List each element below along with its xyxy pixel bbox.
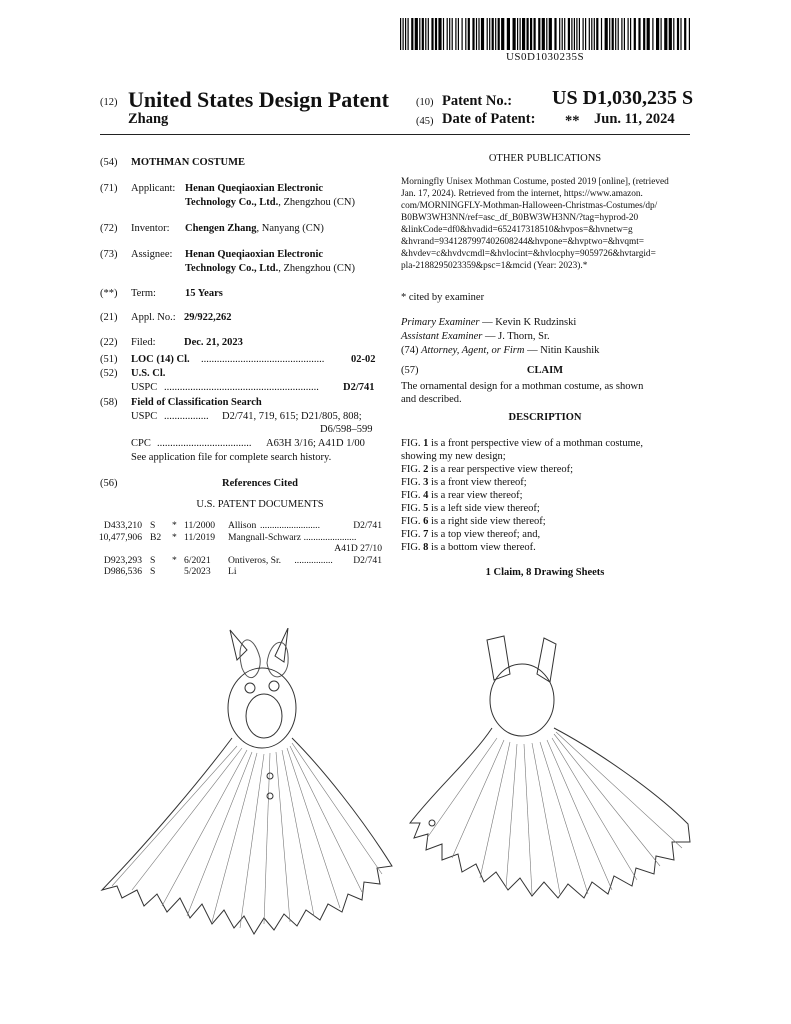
figure-description-line: FIG. 4 is a rear view thereof; [401, 490, 523, 501]
barcode-bar [487, 18, 488, 50]
reference-kind: B2 [150, 531, 162, 543]
barcode-bar [612, 18, 614, 50]
reference-cls: D2/741 [353, 554, 382, 566]
barcode-bar [609, 18, 610, 50]
reference-row [100, 566, 390, 578]
claim-title: CLAIM [526, 365, 564, 376]
fcs-uspc-label: USPC [131, 411, 158, 422]
barcode-bar [673, 18, 674, 50]
loc-value: 02-02 [351, 354, 376, 365]
barcode-bar [438, 18, 441, 50]
barcode-bar [634, 18, 636, 50]
reference-kind: S [150, 566, 156, 577]
barcode-bar [621, 18, 622, 50]
barcode-bar [419, 18, 420, 50]
fcs-uspc-dots: ................. [164, 411, 209, 422]
header-rule [100, 134, 690, 135]
barcode-bar [630, 18, 631, 50]
barcode-bar [562, 18, 563, 50]
code-71: (71) [100, 183, 118, 194]
uspc-value: D2/741 [343, 382, 375, 393]
barcode-bar [405, 18, 406, 50]
barcode-bar [422, 18, 424, 50]
primary-examiner: Primary Examiner — Kevin K Rudzinski [401, 317, 577, 328]
loc-dots: ............................................... [201, 354, 325, 365]
code-52: (52) [100, 368, 118, 379]
inventor-label: Inventor: [131, 223, 170, 234]
barcode-bar [538, 18, 540, 50]
barcode-bar [513, 18, 516, 50]
figure-description-line: FIG. 7 is a top view thereof; and, [401, 529, 541, 540]
cpc-label: CPC [131, 438, 151, 449]
barcode-bar [576, 18, 577, 50]
figure-description-line: FIG. 8 is a bottom view thereof. [401, 542, 536, 553]
barcode-bar [628, 18, 629, 50]
barcode-bar [589, 18, 590, 50]
fcs-label: Field of Classification Search [131, 397, 262, 408]
barcode-bar [449, 18, 450, 50]
barcode-bar [661, 18, 662, 50]
loc-label: LOC (14) Cl. [131, 354, 190, 365]
uspc-dots: ........................................................... [164, 382, 319, 393]
reference-date: 11/2019 [184, 531, 216, 543]
patent-number: US D1,030,235 S [552, 87, 694, 109]
reference-num: D986,536 [103, 566, 142, 577]
barcode-bar [403, 18, 404, 50]
reference-kind: S [150, 554, 156, 566]
cited-by-examiner: * cited by examiner [401, 292, 485, 303]
barcode-bar [643, 18, 645, 50]
barcode-bar [415, 18, 418, 50]
inventor-value: Chengen Zhang, Nanyang (CN) [185, 223, 324, 234]
code-51: (51) [100, 354, 118, 365]
us-patent-documents-title: U.S. PATENT DOCUMENTS [196, 499, 324, 510]
reference-row [100, 532, 390, 544]
claims-summary: 1 Claim, 8 Drawing Sheets [485, 567, 605, 578]
barcode-bar [669, 18, 672, 50]
barcode-bar [495, 18, 496, 50]
barcode-bar [476, 18, 477, 50]
reference-dots: ......................... [260, 520, 320, 531]
document-type-title: United States Design Patent [128, 87, 389, 112]
claim-line-2: and described. [401, 394, 462, 405]
barcode-bar [542, 18, 545, 50]
barcode-bar [579, 18, 580, 50]
other-publication-line: Jan. 17, 2024). Retrieved from the internet, https://www.amazon. [401, 189, 643, 199]
barcode-bar [452, 18, 453, 50]
reference-date: 5/2023 [184, 566, 211, 577]
fcs-uspc-value: D2/741, 719, 615; D21/805, 808; [222, 411, 362, 422]
code-21: (21) [100, 312, 118, 323]
reference-name: Allison [228, 520, 257, 531]
date-stars: ** [565, 113, 580, 129]
date-of-patent: Jun. 11, 2024 [594, 111, 675, 127]
barcode-bar [501, 18, 504, 50]
barcode-bar [554, 18, 556, 50]
design-title: MOTHMAN COSTUME [131, 157, 246, 168]
barcode-number: US0D1030235S [505, 51, 585, 63]
filed-label: Filed: [131, 337, 156, 348]
barcode-bar [615, 18, 616, 50]
reference-date: 6/2021 [184, 554, 211, 566]
other-publications-text [401, 176, 691, 272]
applicant-line-1: Henan Queqiaoxian Electronic [185, 183, 324, 194]
appl-no-label: Appl. No.: [131, 312, 176, 323]
other-publications-title: OTHER PUBLICATIONS [488, 153, 602, 164]
barcode-bar [527, 18, 529, 50]
code-54: (54) [100, 157, 118, 168]
barcode-bar [677, 18, 679, 50]
assignee-label: Assignee: [131, 249, 173, 260]
barcode-bar [684, 18, 686, 50]
barcode-bar [478, 18, 479, 50]
reference-star: * [172, 520, 177, 531]
assistant-examiner: Assistant Examiner — J. Thorn, Sr. [401, 331, 550, 342]
reference-name: Mangnall-Schwarz [228, 531, 301, 543]
barcode-bar [568, 18, 570, 50]
code-45: (45) [416, 116, 434, 127]
reference-name: Ontiveros, Sr. [228, 554, 282, 566]
patent-no-label: Patent No.: [442, 93, 513, 109]
barcode-bar [583, 18, 584, 50]
reference-num: D923,293 [103, 554, 142, 566]
reference-dots: ................ [294, 554, 333, 566]
reference-num: D433,210 [103, 520, 142, 531]
barcode-bar [559, 18, 560, 50]
barcode-bar [443, 18, 444, 50]
other-publication-line: &hvdev=c&hvdvcmdl=&hvlocint=&hvlocphy=9059726&hvtargid= [401, 249, 656, 259]
barcode-bar [468, 18, 470, 50]
assignee-line-1: Henan Queqiaoxian Electronic [185, 249, 324, 260]
figure-description-line: FIG. 6 is a right side view thereof; [401, 516, 546, 527]
references-list [100, 520, 390, 578]
mothman-costume-drawing [92, 628, 702, 948]
barcode-bar [520, 18, 521, 50]
other-publication-line: B0BW3WH3NN/ref=asc_df_B0BW3WH3NN/?tag=hyprod-20 [401, 213, 639, 223]
barcode-bar [571, 18, 572, 50]
appl-no-value: 29/922,262 [184, 312, 232, 323]
barcode-bar [689, 18, 690, 50]
reference-row [100, 543, 390, 555]
barcode-bar [481, 18, 484, 50]
barcode-bar [546, 18, 547, 50]
other-publication-line: Morningfly Unisex Mothman Costume, posted 2019 [online], (retrieved [401, 177, 669, 187]
other-publication-line: pla-2188295023359&psc=1&mcid (Year: 2023).* [401, 261, 588, 271]
term-value: 15 Years [185, 288, 223, 299]
barcode-bar [522, 18, 525, 50]
barcode [400, 18, 690, 50]
reference-star: * [172, 531, 177, 543]
barcode-bar [647, 18, 650, 50]
barcode-bar [425, 18, 426, 50]
code-10: (10) [416, 97, 434, 108]
code-57: (57) [401, 365, 419, 376]
reference-cls: A41D 27/10 [334, 543, 382, 554]
code-22: (22) [100, 337, 118, 348]
barcode-bar [465, 18, 466, 50]
barcode-bar [596, 18, 598, 50]
barcode-bar [492, 18, 494, 50]
cpc-dots: .................................... [157, 438, 252, 449]
figure-list [401, 437, 691, 554]
reference-kind: S [150, 520, 156, 531]
barcode-bar [534, 18, 536, 50]
reference-row [100, 555, 390, 567]
barcode-bar [574, 18, 575, 50]
cpc-value: A63H 3/16; A41D 1/00 [266, 438, 365, 449]
barcode-bar [564, 18, 565, 50]
barcode-bar [680, 18, 681, 50]
applicant-line-2: Technology Co., Ltd., Zhengzhou (CN) [185, 197, 355, 208]
reference-num: 10,477,906 [98, 531, 142, 543]
barcode-bar [498, 18, 500, 50]
see-application-note: See application file for complete search history. [131, 452, 332, 463]
rear-perspective-figure [410, 636, 690, 898]
barcode-bar [517, 18, 518, 50]
barcode-bar [530, 18, 532, 50]
barcode-bar [664, 18, 667, 50]
other-publication-line: &linkCode=df0&hvadid=652417318510&hvpos=&hvnetw=g [401, 225, 633, 235]
applicant-label: Applicant: [131, 183, 176, 194]
barcode-bar [601, 18, 602, 50]
references-cited-title: References Cited [222, 478, 298, 489]
front-perspective-figure [102, 628, 392, 934]
code-term: (**) [100, 288, 118, 299]
figure-description-line: FIG. 3 is a front view thereof; [401, 477, 527, 488]
barcode-bar [431, 18, 433, 50]
barcode-bar [549, 18, 552, 50]
reference-date: 11/2000 [184, 520, 216, 531]
other-publication-line: com/MORNINGFLY-Mothman-Halloween-Christmas-Costumes/dp/ [401, 201, 658, 211]
filed-value: Dec. 21, 2023 [184, 337, 243, 348]
code-73: (73) [100, 249, 118, 260]
reference-dots: ...................... [303, 531, 357, 543]
code-56: (56) [100, 478, 118, 489]
code-12: (12) [100, 97, 118, 108]
reference-cls: D2/741 [353, 520, 382, 531]
fcs-uspc-value-2: D6/598–599 [320, 424, 373, 435]
us-cl-label: U.S. Cl. [131, 368, 166, 379]
figure-description-line: FIG. 2 is a rear perspective view thereof; [401, 464, 574, 475]
code-58: (58) [100, 397, 118, 408]
barcode-bar [400, 18, 401, 50]
reference-name: Li [228, 566, 237, 577]
date-of-patent-label: Date of Patent: [442, 111, 536, 127]
barcode-bar [489, 18, 490, 50]
barcode-bar [618, 18, 619, 50]
barcode-bar [585, 18, 586, 50]
other-publication-line: &hvrand=9341287997402608244&hvpone=&hvptwo=&hvqmt= [401, 237, 645, 247]
term-label: Term: [131, 288, 156, 299]
barcode-bar [652, 18, 653, 50]
figure-description-line: FIG. 1 is a front perspective view of a mothman costume, [401, 438, 644, 449]
reference-star: * [172, 554, 177, 566]
barcode-bar [472, 18, 474, 50]
barcode-bar [458, 18, 459, 50]
description-title: DESCRIPTION [508, 412, 582, 423]
barcode-bar [447, 18, 448, 50]
inventor-surname: Zhang [128, 111, 169, 127]
barcode-bar [408, 18, 409, 50]
barcode-bar [462, 18, 463, 50]
barcode-bar [605, 18, 608, 50]
barcode-bar [624, 18, 625, 50]
code-72: (72) [100, 223, 118, 234]
attorney: (74) Attorney, Agent, or Firm — Nitin Kaushik [401, 345, 600, 356]
barcode-bar [594, 18, 595, 50]
assignee-line-2: Technology Co., Ltd., Zhengzhou (CN) [185, 263, 355, 274]
barcode-bar [507, 18, 510, 50]
barcode-bar [656, 18, 659, 50]
figure-description-line: FIG. 5 is a left side view thereof; [401, 503, 540, 514]
uspc-label: USPC [131, 382, 158, 393]
barcode-bar [428, 18, 429, 50]
barcode-bar [411, 18, 413, 50]
claim-line-1: The ornamental design for a mothman costume, as shown [401, 381, 644, 392]
barcode-bar [435, 18, 437, 50]
barcode-bar [638, 18, 640, 50]
figure-description-line: showing my new design; [401, 451, 506, 462]
barcode-bar [455, 18, 456, 50]
reference-row [100, 520, 390, 532]
barcode-bar [591, 18, 592, 50]
